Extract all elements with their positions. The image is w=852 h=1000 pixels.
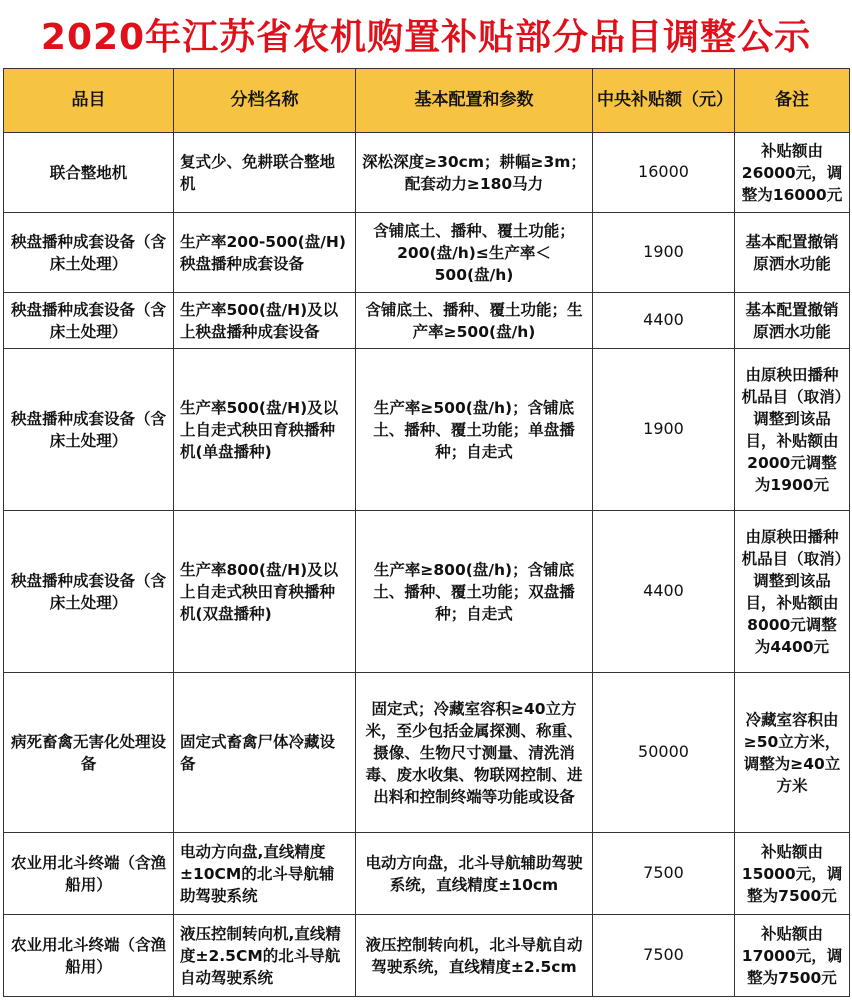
cell-config: 电动方向盘，北斗导航辅助驾驶系统，直线精度±10cm (356, 833, 593, 915)
table-row (4, 673, 850, 833)
cell-config: 固定式；冷藏室容积≥40立方米，至少包括金属探测、称重、摄像、生物尺寸测量、清洗消毒、废水收集、物联网控制、进出料和控制终端等功能或设备 (356, 673, 593, 833)
table-row (4, 213, 850, 293)
cell-config: 生产率≥800(盘/h)；含铺底土、播种、覆土功能；双盘播种；自走式 (356, 511, 593, 673)
subsidy-table (3, 68, 850, 997)
cell-item: 秧盘播种成套设备（含床土处理） (4, 293, 174, 349)
cell-note: 冷藏室容积由≥50立方米，调整为≥40立方米 (735, 673, 850, 833)
cell-amount: 50000 (593, 673, 735, 833)
cell-tier-name: 复式少、免耕联合整地机 (174, 133, 356, 213)
cell-amount: 7500 (593, 833, 735, 915)
cell-item: 秧盘播种成套设备（含床土处理） (4, 511, 174, 673)
header-amount: 中央补贴额（元） (593, 69, 735, 133)
table-row (4, 349, 850, 511)
header-config: 基本配置和参数 (356, 69, 593, 133)
cell-tier-name: 电动方向盘,直线精度±10CM的北斗导航辅助驾驶系统 (174, 833, 356, 915)
cell-config: 液压控制转向机，北斗导航自动驾驶系统，直线精度±2.5cm (356, 915, 593, 997)
cell-amount: 16000 (593, 133, 735, 213)
cell-amount: 4400 (593, 511, 735, 673)
cell-tier-name: 固定式畜禽尸体冷藏设备 (174, 673, 356, 833)
cell-tier-name: 生产率200-500(盘/H)秧盘播种成套设备 (174, 213, 356, 293)
cell-note: 由原秧田播种机品目（取消）调整到该品目，补贴额由2000元调整为1900元 (735, 349, 850, 511)
cell-amount: 4400 (593, 293, 735, 349)
cell-tier-name: 生产率500(盘/H)及以上自走式秧田育秧播种机(单盘播种) (174, 349, 356, 511)
table-row (4, 915, 850, 997)
cell-tier-name: 生产率500(盘/H)及以上秧盘播种成套设备 (174, 293, 356, 349)
cell-config: 含铺底土、播种、覆土功能；200(盘/h)≤生产率＜500(盘/h) (356, 213, 593, 293)
table-header-row (4, 69, 850, 133)
cell-config: 生产率≥500(盘/h)；含铺底土、播种、覆土功能；单盘播种；自走式 (356, 349, 593, 511)
cell-note: 补贴额由17000元，调整为7500元 (735, 915, 850, 997)
cell-note: 基本配置撤销原洒水功能 (735, 213, 850, 293)
cell-config: 深松深度≥30cm；耕幅≥3m；配套动力≥180马力 (356, 133, 593, 213)
cell-item: 病死畜禽无害化处理设备 (4, 673, 174, 833)
cell-item: 秧盘播种成套设备（含床土处理） (4, 213, 174, 293)
table-row (4, 833, 850, 915)
cell-amount: 7500 (593, 915, 735, 997)
cell-amount: 1900 (593, 213, 735, 293)
page-title: 2020年江苏省农机购置补贴部分品目调整公示 (40, 16, 812, 58)
header-tier-name: 分档名称 (174, 69, 356, 133)
table-row (4, 511, 850, 673)
header-note: 备注 (735, 69, 850, 133)
cell-config: 含铺底土、播种、覆土功能；生产率≥500(盘/h) (356, 293, 593, 349)
cell-item: 联合整地机 (4, 133, 174, 213)
cell-note: 基本配置撤销原洒水功能 (735, 293, 850, 349)
cell-amount: 1900 (593, 349, 735, 511)
cell-item: 秧盘播种成套设备（含床土处理） (4, 349, 174, 511)
cell-item: 农业用北斗终端（含渔船用） (4, 915, 174, 997)
cell-tier-name: 液压控制转向机,直线精度±2.5CM的北斗导航自动驾驶系统 (174, 915, 356, 997)
cell-note: 补贴额由15000元，调整为7500元 (735, 833, 850, 915)
cell-item: 农业用北斗终端（含渔船用） (4, 833, 174, 915)
cell-note: 由原秧田播种机品目（取消）调整到该品目，补贴额由8000元调整为4400元 (735, 511, 850, 673)
cell-tier-name: 生产率800(盘/H)及以上自走式秧田育秧播种机(双盘播种) (174, 511, 356, 673)
header-item: 品目 (4, 69, 174, 133)
cell-note: 补贴额由26000元，调整为16000元 (735, 133, 850, 213)
table-row (4, 133, 850, 213)
table-row (4, 293, 850, 349)
